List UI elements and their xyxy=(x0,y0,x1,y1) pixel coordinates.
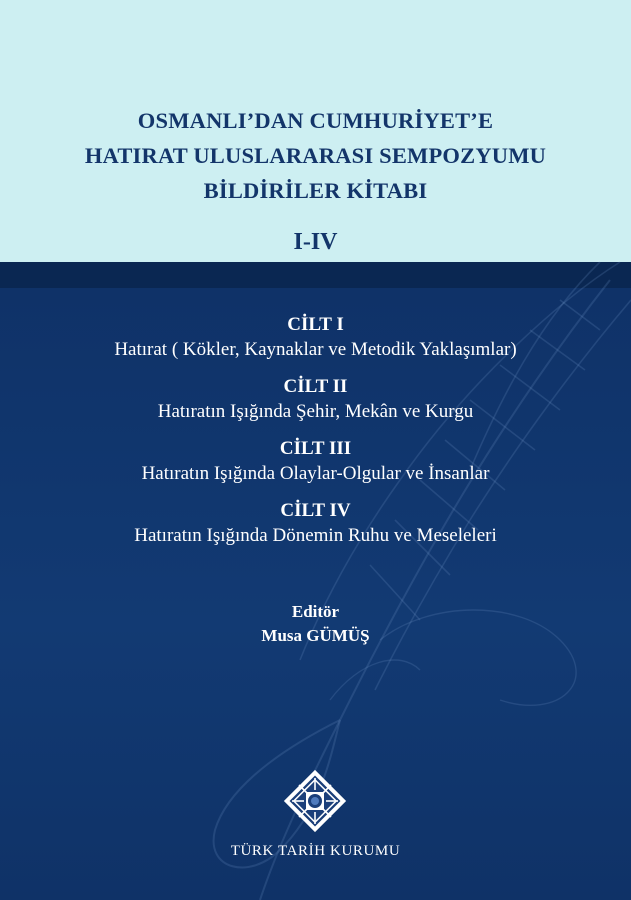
title-line-3: BİLDİRİLER KİTABI xyxy=(203,178,428,203)
volume-range: I-IV xyxy=(293,229,338,255)
volume-item xyxy=(0,312,631,374)
book-title xyxy=(0,103,631,208)
divider-strip xyxy=(0,262,631,288)
volume-subtitle: Hatıratın Işığında Olaylar-Olgular ve İnsanlar xyxy=(141,463,490,484)
editor-label: Editör xyxy=(291,602,340,621)
volume-label: CİLT IV xyxy=(280,500,351,521)
volume-item xyxy=(0,436,631,498)
volume-subtitle: Hatıratın Işığında Dönemin Ruhu ve Meseleleri xyxy=(134,525,497,546)
publisher-name: TÜRK TARİH KURUMU xyxy=(230,843,401,859)
volume-subtitle: Hatıratın Işığında Şehir, Mekân ve Kurgu xyxy=(157,401,474,422)
volume-label: CİLT II xyxy=(283,376,348,397)
title-line-2: HATIRAT ULUSLARARASI SEMPOZYUMU xyxy=(84,143,547,168)
volume-label: CİLT III xyxy=(279,438,352,459)
title-line-1: OSMANLI’DAN CUMHURİYET’E xyxy=(137,108,494,133)
volume-subtitle: Hatırat ( Kökler, Kaynaklar ve Metodik Yaklaşımlar) xyxy=(114,339,517,360)
editor-block xyxy=(0,600,631,648)
volume-list xyxy=(0,312,631,560)
volume-item xyxy=(0,498,631,560)
turk-tarih-kurumu-emblem-icon xyxy=(282,768,348,834)
editor-name: Musa GÜMÜŞ xyxy=(261,626,370,645)
volume-label: CİLT I xyxy=(287,314,344,335)
volume-item xyxy=(0,374,631,436)
